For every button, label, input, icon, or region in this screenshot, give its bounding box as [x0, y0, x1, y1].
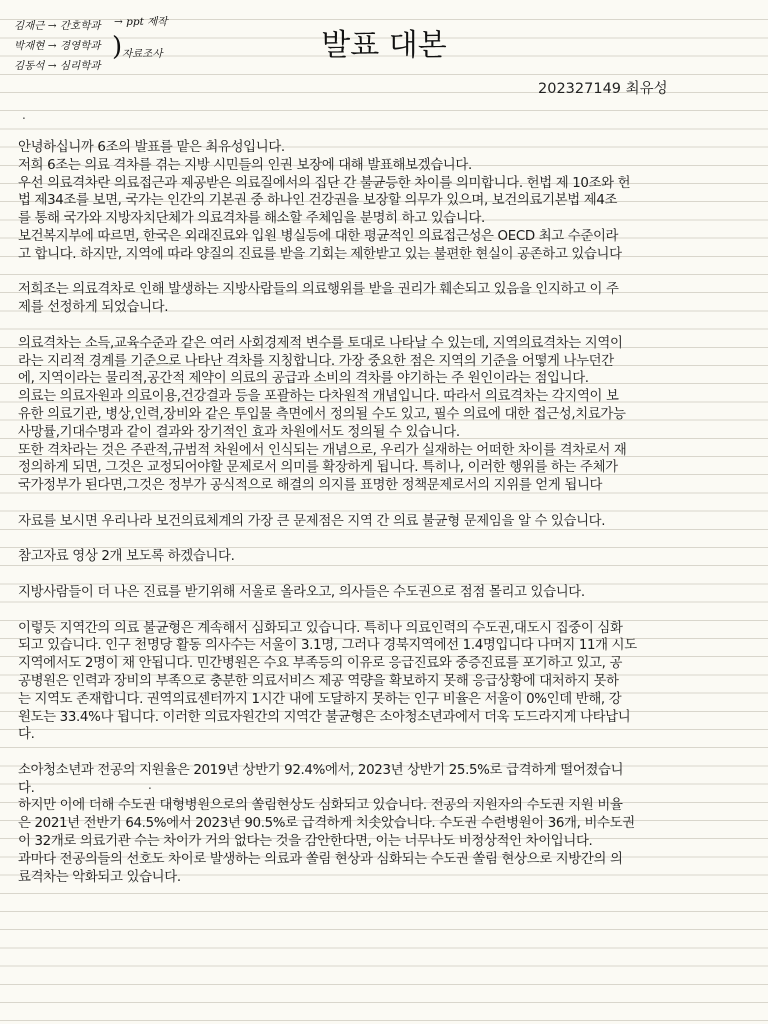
- blank-line: [18, 264, 730, 282]
- handwritten-note: 자료조사: [122, 48, 163, 60]
- text-line: 의료는 의료자원과 의료이용,건강결과 등을 포괄하는 다차원적 개념입니다. 따라서 의료격차는 각지역이 보: [18, 389, 619, 405]
- text-line: 정의하게 되면, 그것은 교정되어야할 문제로서 의미를 확장하게 됩니다. 특히나, 이러한 행위를 하는 주체가: [18, 460, 618, 476]
- text-line: 를 통해 국가와 지방자치단체가 의료격차를 해소할 주체임을 분명히 하고 있습니다.: [18, 211, 485, 227]
- handwritten-note: 김동석 → 심리학과: [14, 60, 101, 72]
- text-line: 되고 있습니다. 인구 천명당 활동 의사수는 서울이 3.1명, 그러나 경북지역에선 1.4명입니다 나머지 11개 시도: [18, 638, 637, 654]
- text-line: 료격차는 악화되고 있습니다.: [18, 869, 181, 885]
- blank-line: [18, 317, 730, 335]
- handwritten-note: → ppt 제작: [114, 16, 168, 28]
- text-line: 이 32개로 의료기관 수는 차이가 거의 없다는 것을 감안한다면, 이는 너무나도 비정상적인 차이입니다.: [18, 834, 593, 850]
- text-line: 또한 격차라는 것은 주관적,규범적 차원에서 인식되는 개념으로, 우리가 실재하는 어떠한 차이를 격차로서 재: [18, 442, 627, 458]
- text-line: 저희조는 의료격차로 인해 발생하는 지방사람들의 의료행위를 받을 권리가 훼손되고 있음을 인지하고 이 주: [18, 282, 619, 298]
- blank-line: [18, 531, 730, 549]
- brace-mark: ): [112, 32, 123, 62]
- text-line: 은 2021년 전반기 64.5%에서 2023년 90.5%로 급격하게 치솟았습니다. 수도권 수련병원이 36개, 비수도권: [18, 816, 635, 832]
- stray-mark: .: [148, 778, 152, 792]
- text-line: 우선 의료격차란 의료접근과 제공받은 의료질에서의 집단 간 불균등한 차이를 의미합니다. 헌법 제 10조와 헌: [18, 175, 631, 191]
- text-line: 유한 의료기관, 병상,인력,장비와 같은 투입물 측면에서 정의될 수도 있고, 필수 의료에 대한 접근성,치료가능: [18, 406, 626, 422]
- blank-line: [18, 566, 730, 584]
- blank-line: [18, 744, 730, 762]
- text-line: 지역에서도 2명이 채 안됩니다. 민간병원은 수요 부족등의 이유로 응급진료와 중증진료를 포기하고 있고, 공: [18, 656, 623, 672]
- blank-line: [18, 602, 730, 620]
- text-line: 사망률,기대수명과 같이 결과와 장기적인 효과 차원에서도 정의될 수 있습니다.: [18, 424, 460, 440]
- text-line: 다.: [18, 727, 35, 743]
- stray-mark: .: [22, 108, 26, 122]
- text-line: 저희 6조는 의료 격차를 겪는 지방 시민들의 인권 보장에 대해 발표해보겠습니다.: [18, 157, 472, 173]
- text-line: 안녕하십니까 6조의 발표를 맡은 최유성입니다.: [18, 140, 285, 155]
- handwritten-note: 박재현 → 경영학과: [14, 40, 101, 52]
- text-line: 공병원은 인력과 장비의 부족으로 충분한 의료서비스 제공 역량을 확보하지 못해 응급상황에 대처하지 못하: [18, 673, 619, 689]
- page-title: 발표 대본: [321, 28, 447, 63]
- text-line: 의료격차는 소득,교육수준과 같은 여러 사회경제적 변수를 토대로 나타날 수 있는데, 지역의료격차는 지역이: [18, 335, 623, 351]
- text-line: 원도는 33.4%나 됩니다. 이러한 의료자원간의 지역간 불균형은 소아청소년과에서 더욱 도드라지게 나타납니: [18, 709, 631, 725]
- text-line: 참고자료 영상 2개 보도록 하겠습니다.: [18, 549, 235, 565]
- text-line: 국가정부가 된다면,그것은 정부가 공식적으로 해결의 의지를 표명한 정책문제로서의 지위를 얻게 됩니다: [18, 478, 603, 494]
- text-line: 소아청소년과 전공의 지원율은 2019년 상반기 92.4%에서, 2023년 상반기 25.5%로 급격하게 떨어졌습니: [18, 762, 624, 778]
- author-line: 202327149 최유성: [538, 81, 668, 97]
- text-line: 법 제34조를 보면, 국가는 인간의 기본권 중 하나인 건강권을 보장할 의무가 있으며, 보건의료기본법 제4조: [18, 193, 618, 209]
- text-line: 지방사람들이 더 나은 진료를 받기위해 서울로 올라오고, 의사들은 수도권으로 점점 몰리고 있습니다.: [18, 584, 585, 600]
- text-line: 고 합니다. 하지만, 지역에 따라 양질의 진료를 받을 기회는 제한받고 있는 불편한 현실이 공존하고 있습니다: [18, 246, 622, 262]
- text-line: 라는 지리적 경계를 기준으로 나타난 격차를 지칭합니다. 가장 중요한 점은 지역의 기준을 어떻게 나누던간: [18, 353, 614, 369]
- text-line: 다.: [18, 780, 35, 796]
- text-line: 에, 지역이라는 물리적,공간적 제약이 의료의 공급과 소비의 격차를 야기하는 주 원인이라는 점입니다.: [18, 371, 589, 387]
- text-line: 자료를 보시면 우리나라 보건의료체계의 가장 큰 문제점은 지역 간 의료 불균형 문제임을 알 수 있습니다.: [18, 513, 606, 529]
- handwritten-note: 김재근 → 간호학과: [14, 20, 101, 32]
- script-body: [18, 139, 730, 886]
- text-line: 이렇듯 지역간의 의료 불균형은 계속해서 심화되고 있습니다. 특히나 의료인력의 수도권,대도시 집중이 심화: [18, 620, 623, 636]
- text-line: 제를 선정하게 되었습니다.: [18, 300, 169, 316]
- text-line: 하지만 이에 더해 수도권 대형병원으로의 쏠림현상도 심화되고 있습니다. 전공의 지원자의 수도권 지원 비율: [18, 798, 623, 814]
- text-line: 보건복지부에 따르면, 한국은 외래진료와 입원 병실등에 대한 평균적인 의료접근성은 OECD 최고 수준이라: [18, 228, 619, 244]
- blank-line: [18, 495, 730, 513]
- text-line: 는 지역도 존재합니다. 권역의료센터까지 1시간 내에 도달하지 못하는 인구 비율은 서울이 0%인데 반해, 강: [18, 691, 622, 707]
- text-line: 과마다 전공의들의 선호도 차이로 발생하는 의료과 쏠림 현상과 심화되는 수도권 쏠림 현상으로 지방간의 의: [18, 851, 623, 867]
